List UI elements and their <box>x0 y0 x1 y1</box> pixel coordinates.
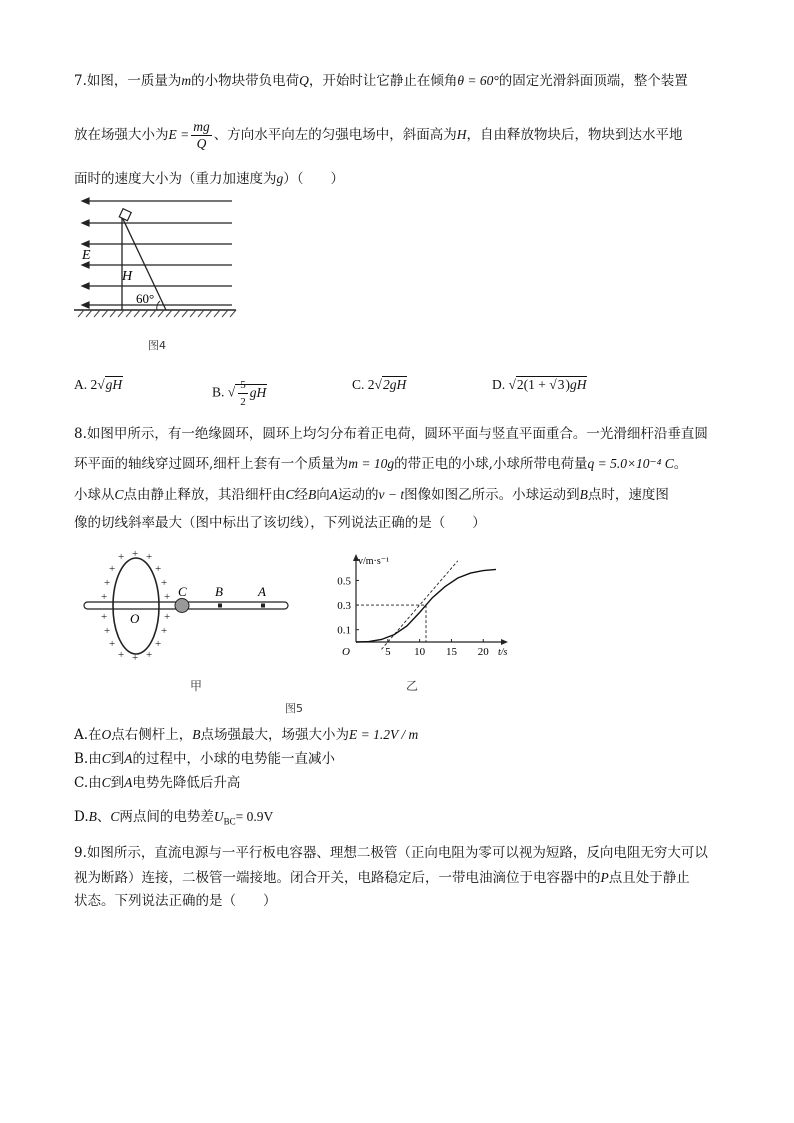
q8-option-a <box>74 724 734 746</box>
rad-part: 3 <box>557 377 565 392</box>
var: B <box>579 487 588 502</box>
radicand: 2(1 + √3)gH <box>516 377 587 392</box>
q9-line-1: 9.如图所示，直流电源与一平行板电容器、理想二极管（正向电阻为零可以视为短路，反向电阻无穷大可以 <box>74 845 708 861</box>
text: 到 <box>110 775 125 791</box>
text: 点场强最大，场强大小为 <box>200 727 350 743</box>
x-tick-label: 5 <box>385 646 391 658</box>
frac-num: mg <box>193 119 210 134</box>
vt-chart <box>320 550 510 670</box>
text: 点由静止释放，其沿细杆由 <box>123 487 286 503</box>
text: 的小物块带负电荷 <box>191 73 300 89</box>
figure-5-ring <box>80 548 296 670</box>
text: 、方向水平向左的匀强电场中，斜面高为 <box>213 127 457 143</box>
svg-text:+: + <box>146 551 153 563</box>
svg-text:+: + <box>161 625 168 637</box>
svg-text:+: + <box>104 577 111 589</box>
frac-den: 2 <box>240 396 246 408</box>
frac-den: Q <box>196 136 207 151</box>
label-a: A <box>258 584 266 599</box>
label-angle: 60° <box>136 291 155 306</box>
option-a: A. 2√gH <box>74 377 123 392</box>
q9-line-2 <box>74 867 734 889</box>
svg-text:+: + <box>101 611 108 623</box>
caption-yi: 乙 <box>406 679 419 693</box>
q8-option-c <box>74 772 734 794</box>
opt-prefix: D. <box>492 377 506 392</box>
x-tick-label: 15 <box>445 646 457 658</box>
text: 环平面的轴线穿过圆环,细杆上套有一个质量为 <box>74 456 349 472</box>
var: A <box>124 775 133 790</box>
text: 两点间的电势差 <box>119 809 214 825</box>
var: C <box>114 487 124 502</box>
opt-prefix: B. <box>212 384 225 400</box>
q8-option-b <box>74 748 734 770</box>
svg-text:+: + <box>146 649 153 661</box>
x-axis-label: t/s <box>498 647 508 658</box>
var-q: Q <box>299 73 309 88</box>
text: 点且处于静止 <box>608 870 690 886</box>
text: ，自由释放物块后，物块到达水平地 <box>466 127 683 143</box>
frac-num: 5 <box>238 377 248 394</box>
text: 点右侧杆上， <box>111 727 193 743</box>
rad-part: gH <box>569 377 587 392</box>
label-h: H <box>122 269 133 284</box>
text: 视为断路）连接，二极管一端接地。闭合开关，电路稳定后，一带电油滴位于电容器中的 <box>74 870 601 886</box>
text: 的过程中，小球的电势能一直减小 <box>132 751 335 767</box>
q7-line-1 <box>74 70 734 92</box>
charge-expr: q = 5.0×10⁻⁴ C <box>587 456 674 471</box>
var-g: g <box>276 171 284 186</box>
opt-prefix: A. 2 <box>74 377 98 392</box>
figure-4-incline <box>74 195 244 325</box>
svg-text:+: + <box>101 591 108 603</box>
vt: v − t <box>378 487 405 502</box>
x-tick-label: 20 <box>477 646 489 658</box>
svg-text:+: + <box>109 563 116 575</box>
var: P <box>600 870 609 885</box>
e-lhs: E = <box>168 127 190 142</box>
text: 7.如图，一质量为 <box>74 73 182 89</box>
text: 、 <box>96 809 111 825</box>
var-h: H <box>456 127 467 142</box>
text: 的固定光滑斜面顶端，整个装置 <box>498 73 688 89</box>
svg-text:+: + <box>104 625 111 637</box>
theta-expr: θ = 60° <box>457 73 499 88</box>
figure-4-caption: 图4 <box>148 339 166 352</box>
svg-text:+: + <box>132 652 139 664</box>
text: D. <box>74 809 89 825</box>
text: A.在 <box>74 727 102 743</box>
label-o: O <box>130 611 140 626</box>
var: A <box>329 487 339 502</box>
text: C.由 <box>74 775 102 791</box>
var: A <box>124 751 133 766</box>
text: 小球从 <box>74 487 115 503</box>
text: 点时，速度图 <box>587 487 669 503</box>
marker-b <box>218 604 222 608</box>
text: 向 <box>316 487 330 503</box>
svg-text:+: + <box>118 649 125 661</box>
option-c: C. 2√2gH <box>352 377 407 392</box>
block <box>119 209 131 221</box>
rad-part: 1 + <box>528 377 550 392</box>
mass-expr: m = 10g <box>348 456 395 471</box>
x-tick-label: 10 <box>414 646 426 658</box>
subscript: BC <box>223 816 236 827</box>
label-b: B <box>215 584 223 599</box>
var-m: m <box>181 73 192 88</box>
y-tick-label: 0.3 <box>337 600 351 613</box>
text: 放在场强大小为 <box>74 127 169 143</box>
svg-text:+: + <box>155 563 162 575</box>
var: C <box>101 751 111 766</box>
svg-text:+: + <box>118 551 125 563</box>
text: ）（ ） <box>283 171 344 187</box>
text: 。 <box>673 456 688 472</box>
x-axis-arrow <box>501 639 508 645</box>
y-axis-label: v/m·s⁻¹ <box>358 556 390 567</box>
svg-text:+: + <box>109 638 116 650</box>
caption-jia: 甲 <box>190 679 203 693</box>
var: C <box>110 809 120 824</box>
opt-prefix: C. 2 <box>352 377 375 392</box>
text: ，开始时让它静止在倾角 <box>308 73 458 89</box>
y-tick-label: 0.1 <box>337 624 351 637</box>
marker-a <box>261 604 265 608</box>
rad-part: 2 <box>516 377 524 392</box>
q7-line-3 <box>74 168 734 190</box>
text: 的带正电的小球,小球所带电荷量 <box>394 456 588 472</box>
svg-text:+: + <box>132 548 139 560</box>
q8-option-d <box>74 806 734 833</box>
svg-text:+: + <box>164 611 171 623</box>
option-b: B. √ $\frac{5}{2}$ gH <box>212 379 267 408</box>
q8-line-1: 8.如图甲所示，有一绝缘圆环，圆环上均匀分布着正电荷，圆环平面与竖直平面重合。一光滑细杆沿垂直圆 <box>74 426 708 442</box>
text: 经 <box>294 487 309 503</box>
figure-5-caption: 图5 <box>285 702 303 715</box>
var-u: U <box>213 809 224 824</box>
var: B <box>88 809 97 824</box>
y-tick-label: 0.5 <box>337 575 351 588</box>
text: 运动的 <box>338 487 379 503</box>
origin-label: O <box>342 646 350 658</box>
var: C <box>101 775 111 790</box>
label-e: E <box>82 248 91 263</box>
radicand: gH <box>105 377 123 392</box>
option-d: D. √2(1 + √3)gH <box>492 377 587 392</box>
expr: = 0.9V <box>235 809 274 824</box>
text: 电势先降低后升高 <box>132 775 241 791</box>
text: 到 <box>110 751 125 767</box>
radicand-tail: gH <box>249 384 267 400</box>
svg-text:+: + <box>155 638 162 650</box>
svg-text:+: + <box>161 577 168 589</box>
q8-line-4: 像的切线斜率最大（图中标出了该切线），下列说法正确的是（ ） <box>74 515 486 531</box>
q9-line-3: 状态。下列说法正确的是（ ） <box>74 893 277 909</box>
text: B.由 <box>74 751 102 767</box>
label-c: C <box>178 584 187 599</box>
q8-line-3 <box>74 484 734 506</box>
radicand: 2gH <box>382 377 407 392</box>
text: 图像如图乙所示。小球运动到 <box>404 487 580 503</box>
var: B <box>192 727 201 742</box>
svg-text:+: + <box>164 591 171 603</box>
text: 面时的速度大小为（重力加速度为 <box>74 171 277 187</box>
var: O <box>101 727 112 742</box>
var: C <box>285 487 295 502</box>
q8-line-2 <box>74 453 734 475</box>
expr: E = 1.2V / m <box>349 727 419 742</box>
var: B <box>308 487 317 502</box>
ball <box>175 599 189 613</box>
q7-line-2 <box>74 119 734 152</box>
fraction-mg-q <box>191 119 212 152</box>
